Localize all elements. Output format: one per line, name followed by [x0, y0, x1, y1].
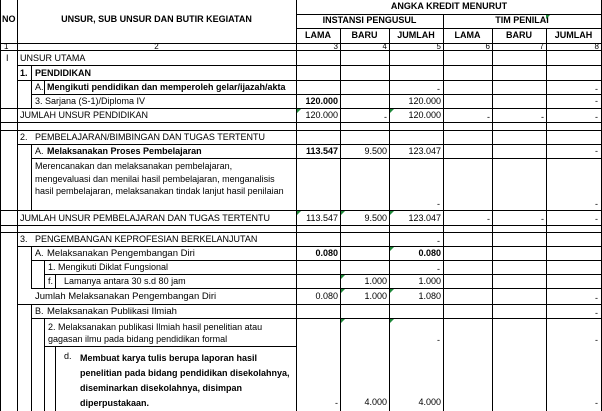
cell-comment-marker — [390, 247, 394, 251]
pendidikan-a-letter: A. — [35, 82, 44, 92]
pengembangan-label: PENGEMBANGAN KEPROFESIAN BERKELANJUTAN — [35, 234, 258, 244]
diklat-fungsional-label: 1. Mengikuti Diklat Fungsional — [48, 262, 169, 272]
pembelajaran-a-jumlah: 123.047 — [408, 146, 441, 156]
publikasi-b-label: Melaksanakan Publikasi Ilmiah — [47, 306, 177, 317]
pengembangan-a-letter: A. — [35, 248, 44, 258]
pengembangan-jumlah: - — [437, 236, 440, 246]
diklat-f-jumlah: 1.000 — [418, 276, 441, 286]
cell-comment-marker — [341, 275, 345, 279]
cell-comment-marker — [297, 109, 301, 113]
unsur-utama-no: I — [6, 53, 9, 63]
colnum-7: 7 — [539, 42, 544, 51]
pembelajaran-desc-jumlah: - — [437, 199, 440, 209]
cell-comment-marker — [390, 319, 394, 323]
pembelajaran-a-lama: 113.547 — [305, 146, 338, 156]
jumlah-pengembangan-diri-label: Jumlah Melaksanakan Pengembangan Diri — [35, 291, 217, 302]
diklat-f-baru: 1.000 — [364, 276, 387, 286]
jumlah-pendidikan-t7: - — [541, 112, 544, 122]
jumlah-pendidikan-jumlah: 120.000 — [408, 110, 441, 120]
jumlah-pendidikan-baru: - — [384, 112, 387, 122]
cell-comment-marker — [341, 211, 345, 215]
cell-comment-marker — [341, 319, 345, 323]
colnum-5: 5 — [436, 42, 441, 51]
karya-tulis-t8: - — [595, 398, 598, 408]
jumlah-pembelajaran-t7: - — [541, 214, 544, 224]
cell-comment-marker — [390, 109, 394, 113]
karya-tulis-label: Membuat karya tulis berupa laporan hasil penelitian pada bidang pendidikan disekolahnya, diseminarkan disekolahnya, disimpan diperpustakaan. — [80, 353, 290, 408]
header-baru-2: BARU — [506, 30, 532, 40]
header-jumlah-2: JUMLAH — [554, 30, 593, 40]
header-unsur: UNSUR, SUB UNSUR DAN BUTIR KEGIATAN — [61, 14, 252, 24]
colnum-4: 4 — [382, 42, 387, 51]
pembelajaran-a-baru: 9.500 — [364, 146, 387, 156]
pembelajaran-description: Merencanakan dan melaksanakan pembelajaran, mengevaluasi dan menilai hasil pembelajaran, menganalisis hasil pembelajaran, melaksanakan tindak lanjut hasil penilaian — [35, 161, 284, 196]
colnum-8: 8 — [594, 42, 599, 51]
header-no: NO — [2, 14, 16, 24]
diklat-f-label: Lamanya antara 30 s.d 80 jam — [64, 276, 186, 286]
karya-tulis-lama: - — [335, 398, 338, 408]
pendidikan-sarjana-lama: 120.000 — [305, 96, 338, 106]
header-lama-2: LAMA — [454, 30, 481, 40]
publikasi-b-t8: - — [595, 308, 598, 318]
karya-tulis-baru: 4.000 — [364, 397, 387, 407]
pendidikan-sarjana-t8: - — [595, 96, 598, 106]
pengembangan-a-jumlah: 0.080 — [418, 248, 441, 258]
jumlah-pendidikan-lama: 120.000 — [305, 110, 338, 120]
header-instansi: INSTANSI PENGUSUL — [322, 15, 417, 25]
cell-comment-marker — [390, 289, 394, 293]
publikasi-ilmiah-t8: - — [595, 335, 598, 345]
jumlah-pembelajaran-t6: - — [487, 214, 490, 224]
diklat-fungsional-jumlah: - — [437, 264, 440, 274]
pengembangan-a-lama: 0.080 — [315, 248, 338, 258]
pendidikan-sarjana-label: 3. Sarjana (S-1)/Diploma IV — [35, 96, 146, 106]
pendidikan-label: PENDIDIKAN — [35, 68, 92, 78]
pembelajaran-label: PEMBELAJARAN/BIMBINGAN DAN TUGAS TERTENTU — [35, 132, 266, 142]
colnum-2: 2 — [154, 42, 159, 51]
karya-tulis-jumlah: 4.000 — [418, 397, 441, 407]
karya-tulis-letter: d. — [64, 351, 72, 361]
pengembangan-no: 3. — [20, 234, 28, 244]
pendidikan-a-t8: - — [595, 84, 598, 94]
publikasi-ilmiah-label: 2. Melaksanakan publikasi Ilmiah hasil penelitian atau gagasan ilmu pada bidang pendidikan formal — [48, 322, 263, 344]
header-baru-1: BARU — [351, 30, 378, 40]
pembelajaran-a-label: Melaksanakan Proses Pembelajaran — [47, 146, 202, 156]
pendidikan-a-label: Mengikuti pendidikan dan memperoleh gelar/ijazah/akta — [47, 82, 286, 92]
pendidikan-no: 1. — [20, 68, 28, 78]
cell-comment-marker — [546, 15, 550, 19]
colnum-3: 3 — [333, 42, 338, 51]
pembelajaran-no: 2. — [20, 132, 28, 142]
header-lama-1: LAMA — [305, 30, 331, 40]
pembelajaran-desc-t8: - — [595, 199, 598, 209]
jumlah-pendidikan-label: JUMLAH UNSUR PENDIDIKAN — [20, 110, 149, 120]
header-tim: TIM PENILAI — [495, 15, 549, 25]
jumlah-pembelajaran-label: JUMLAH UNSUR PEMBELAJARAN DAN TUGAS TERTENTU — [20, 213, 271, 223]
header-angka-kredit: ANGKA KREDIT MENURUT — [390, 1, 508, 11]
cell-comment-marker — [390, 211, 394, 215]
publikasi-ilmiah-jumlah: - — [437, 335, 440, 345]
cell-comment-marker — [341, 289, 345, 293]
jumlah-pendidikan-t8: - — [595, 112, 598, 122]
jumlah-pengembangan-diri-t8: - — [595, 293, 598, 303]
pembelajaran-a-letter: A. — [35, 146, 44, 156]
jumlah-pembelajaran-lama: 113.547 — [306, 213, 338, 223]
pendidikan-a-jumlah: - — [437, 84, 440, 94]
header-jumlah-1: JUMLAH — [397, 30, 435, 40]
unsur-utama-label: UNSUR UTAMA — [20, 53, 86, 63]
jumlah-pembelajaran-jumlah: 123.047 — [408, 213, 441, 223]
jumlah-pembelajaran-t8: - — [595, 214, 598, 224]
jumlah-pendidikan-t6: - — [487, 112, 490, 122]
pembelajaran-a-t8: - — [595, 146, 598, 156]
jumlah-pengembangan-diri-lama: 0.080 — [315, 291, 338, 301]
diklat-f-letter: f. — [48, 276, 54, 286]
jumlah-pengembangan-diri-jumlah: 1.080 — [418, 291, 441, 301]
colnum-6: 6 — [485, 42, 490, 51]
pengembangan-a-label: Melaksanakan Pengembangan Diri — [47, 248, 195, 259]
jumlah-pengembangan-diri-baru: 1.000 — [364, 291, 387, 301]
colnum-1: 1 — [4, 42, 9, 51]
jumlah-pembelajaran-baru: 9.500 — [364, 213, 387, 223]
publikasi-b-letter: B. — [35, 306, 44, 316]
cell-comment-marker — [297, 211, 301, 215]
pendidikan-sarjana-jumlah: 120.000 — [408, 96, 441, 106]
